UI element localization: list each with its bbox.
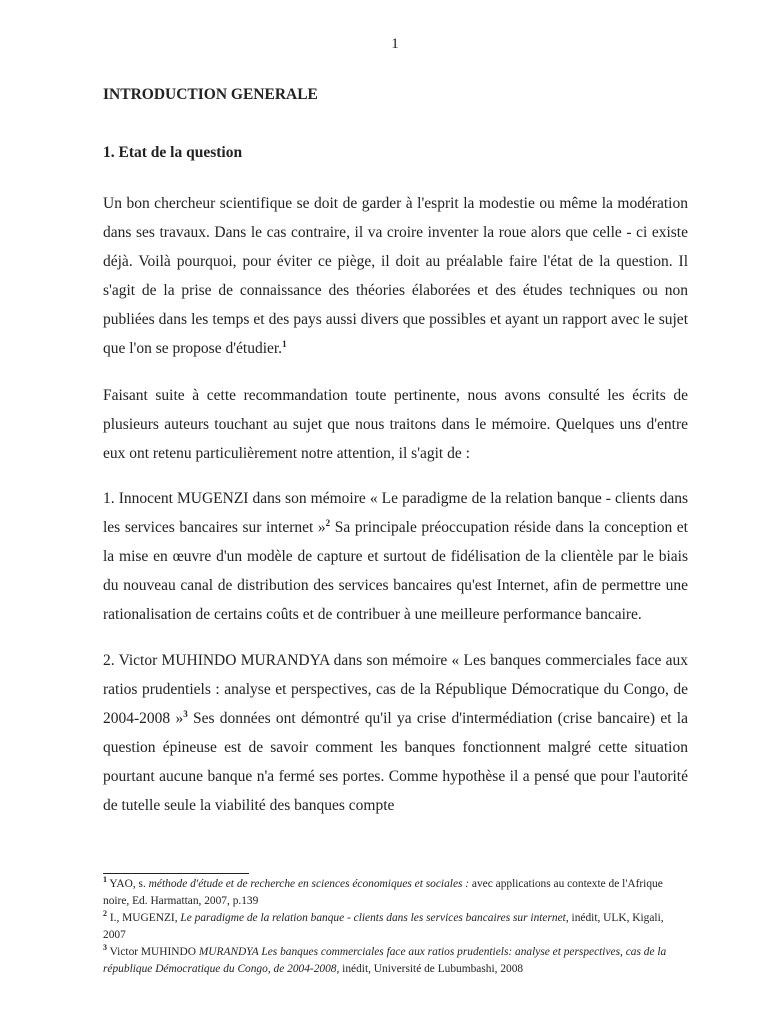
footnote-3 [103, 944, 688, 978]
paragraph-3-lead: 1. Innocent MUGENZI dans son mémoire « Le paradigme de la relation banque - clients dans les services bancaires sur internet » [103, 490, 688, 536]
footnotes [103, 876, 688, 978]
footnote-number: 1 [103, 875, 107, 885]
footnote-ref-3: 3 [183, 708, 188, 719]
footnote-divider [103, 873, 249, 874]
footnote-1 [103, 876, 688, 910]
paragraph-2: Faisant suite à cette recommandation toute pertinente, nous avons consulté les écrits de plusieurs auteurs touchant au sujet que nous traitons dans le mémoire. Quelques uns d'entre eux ont retenu particulièrement notre attention, il s'agit de : [103, 387, 688, 462]
footnote-title: MURANDYA Les banques commerciales face aux ratios prudentiels: analyse et perspectives, cas de la république Démocratique du Congo, de 2004-2008, [103, 946, 667, 975]
footnote-2 [103, 910, 688, 944]
footnote-text: , inédit, ULK, Kigali, 2007 [103, 912, 664, 941]
footnote-text: Victor MUHINDO [107, 946, 199, 958]
paragraph-4-lead: 2. Victor MUHINDO MURANDYA dans son mémoire « Les banques commerciales face aux ratios prudentiels : analyse et perspectives, cas de la République Démocratique du Congo, de 2004-2008 » [103, 652, 688, 727]
footnote-text: YAO, s. [107, 878, 149, 890]
footnote-text: avec applications au contexte de l'Afrique noire, Ed. Harmattan, 2007, p.139 [103, 878, 663, 907]
paragraph-1 [103, 189, 688, 363]
footnote-title: méthode d'étude et de recherche en sciences économiques et sociales : [148, 878, 470, 890]
footnote-text: I., MUGENZI, [107, 912, 181, 924]
paragraph-3-body: Sa principale préoccupation réside dans la conception et la mise en œuvre d'un modèle de capture et surtout de fidélisation de la clientèle par le biais du nouveau canal de distribution des services bancaires qu'est Internet, afin de permettre une rationalisation de certains coûts et de contribuer à une meilleure performance bancaire. [103, 519, 688, 623]
paragraph-1-text: Un bon chercheur scientifique se doit de garder à l'esprit la modestie ou même la modération dans ses travaux. Dans le cas contraire, il va croire inventer la roue alors que celle - ci existe déjà. Voilà pourquoi, pour éviter ce piège, il doit au préalable faire l'état de la question. Il s'agit de la prise de connaissance des théories élaborées et des études techniques ou non publiées dans les temps et des pays aussi divers que possibles et ayant un rapport avec le sujet que l'on se propose d'étudier. [103, 195, 688, 357]
page-body [103, 84, 688, 820]
footnote-number: 2 [103, 909, 107, 919]
footnote-ref-1: 1 [282, 338, 287, 349]
footnote-ref-2: 2 [325, 517, 331, 528]
section-heading: 1. Etat de la question [103, 144, 243, 161]
footnote-title: Le paradigme de la relation banque - clients dans les services bancaires sur internet [180, 912, 566, 924]
footnote-number: 3 [103, 943, 107, 953]
paragraph-3 [103, 484, 688, 629]
page-number: 1 [391, 36, 399, 52]
chapter-title: INTRODUCTION GENERALE [103, 86, 318, 103]
paragraph-4 [103, 646, 688, 820]
footnote-text: inédit, Université de Lubumbashi, 2008 [339, 963, 524, 975]
paragraph-4-body: Ses données ont démontré qu'il ya crise d'intermédiation (crise bancaire) et la question épineuse est de savoir comment les banques fonctionnent malgré cette situation pourtant aucune banque n'a fermé ses portes. Comme hypothèse il a pensé que pour l'autorité de tutelle seule la viabilité des banques compte [103, 710, 688, 814]
